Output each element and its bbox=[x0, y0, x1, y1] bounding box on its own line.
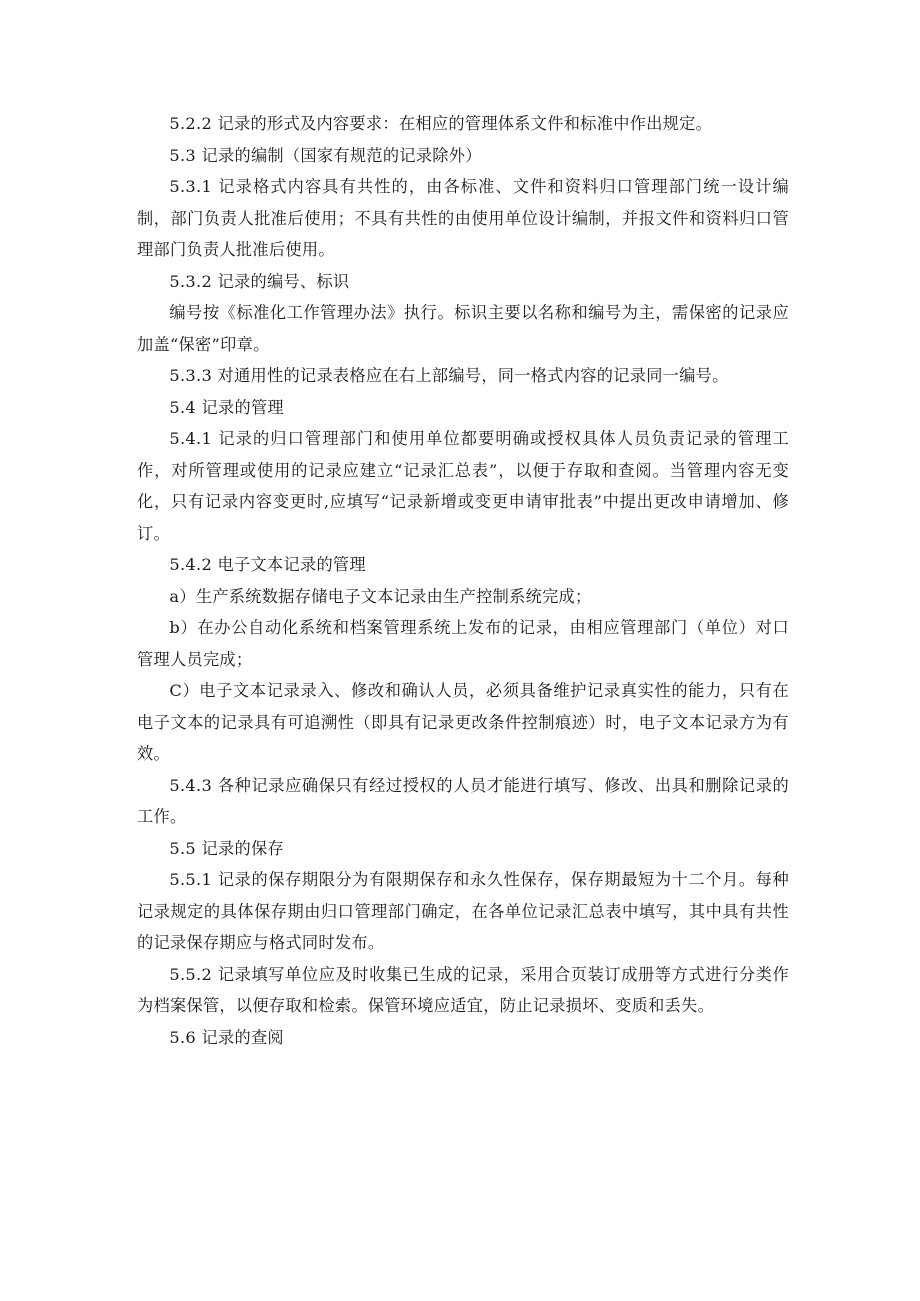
subheading-5-3-2: 5.3.2 记录的编号、标识 bbox=[169, 271, 350, 291]
section-heading-5-3: 5.3 记录的编制（国家有规范的记录除外） bbox=[169, 145, 482, 165]
list-item-a: a）生产系统数据存储电子文本记录由生产控制系统完成； bbox=[169, 586, 592, 606]
section-heading-5-5: 5.5 记录的保存 bbox=[169, 838, 284, 858]
paragraph-5-4-1: 5.4.1 记录的归口管理部门和使用单位都要明确或授权具体人员负责记录的管理工作，对所管理或使用的记录应建立“记录汇总表”，以便于存取和查阅。当管理内容无变化，只有记录内容变更时,应填写“记录新增或变更申请审批表”中提出更改申请增加、修订。 bbox=[137, 429, 789, 543]
list-item-c: C）电子文本记录录入、修改和确认人员，必须具备维护记录真实性的能力，只有在电子文本的记录具有可追溯性（即具有记录更改条件控制痕迹）时，电子文本记录方为有效。 bbox=[137, 681, 789, 763]
paragraph-5-2-2: 5.2.2 记录的形式及内容要求：在相应的管理体系文件和标准中作出规定。 bbox=[169, 114, 713, 133]
subheading-5-4-2: 5.4.2 电子文本记录的管理 bbox=[169, 555, 366, 574]
paragraph-5-5-1: 5.5.1 记录的保存期限分为有限期保存和永久性保存，保存期最短为十二个月。每种记录规定的具体保存期由归口管理部门确定，在各单位记录汇总表中填写，其中具有共性的记录保存期应与格式同时发布。 bbox=[137, 870, 789, 952]
list-item-b: b）在办公自动化系统和档案管理系统上发布的记录，由相应管理部门（单位）对口管理人员完成； bbox=[137, 618, 789, 669]
document-body bbox=[137, 108, 789, 1053]
paragraph-5-5-2: 5.5.2 记录填写单位应及时收集已生成的记录，采用合页装订成册等方式进行分类作为档案保管，以便存取和检索。保管环境应适宜，防止记录损坏、变质和丢失。 bbox=[137, 964, 789, 1015]
paragraph-5-4-3: 5.4.3 各种记录应确保只有经过授权的人员才能进行填写、修改、出具和删除记录的工作。 bbox=[137, 775, 789, 826]
paragraph-numbering-rule: 编号按《标准化工作管理办法》执行。标识主要以名称和编号为主，需保密的记录应加盖“保密”印章。 bbox=[137, 303, 789, 354]
section-heading-5-4: 5.4 记录的管理 bbox=[169, 397, 284, 417]
paragraph-5-3-1: 5.3.1 记录格式内容具有共性的，由各标准、文件和资料归口管理部门统一设计编制，部门负责人批准后使用；不具有共性的由使用单位设计编制，并报文件和资料归口管理部门负责人批准后使用。 bbox=[137, 177, 789, 259]
paragraph-5-3-3: 5.3.3 对通用性的记录表格应在右上部编号，同一格式内容的记录同一编号。 bbox=[169, 366, 729, 385]
section-heading-5-6: 5.6 记录的查阅 bbox=[169, 1027, 284, 1047]
